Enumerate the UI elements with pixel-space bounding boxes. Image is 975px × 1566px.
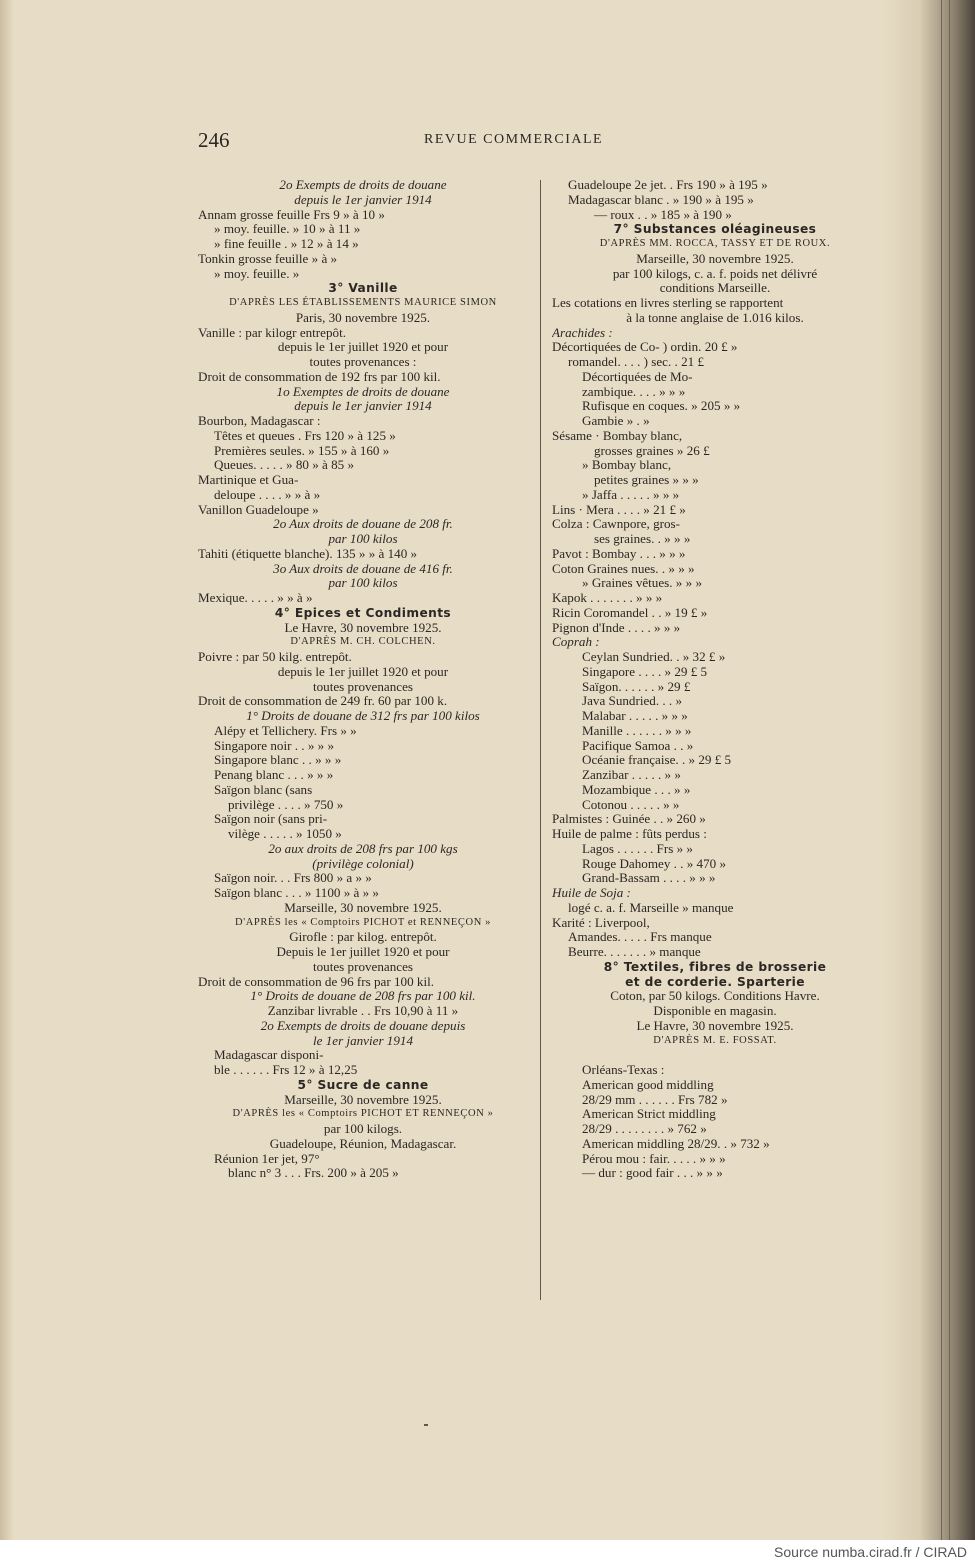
- text-line: Pavot : Bombay . . . » » »: [552, 546, 686, 561]
- text-line: Disponible en magasin.: [653, 1004, 777, 1018]
- running-head: [198, 128, 638, 154]
- text-line: Singapore . . . . » 29 £ 5: [582, 664, 708, 679]
- text-line: Vanille : par kilogr entrepôt.: [198, 325, 346, 340]
- text-line: (privilège colonial): [312, 856, 414, 871]
- text-line: depuis le 1er janvier 1914: [294, 399, 432, 414]
- text-line: Décortiquées de Mo-: [582, 369, 693, 384]
- text-line: American good middling: [582, 1077, 714, 1092]
- text-line: — dur : good fair . . . » » »: [582, 1166, 723, 1181]
- text-line: par 100 kilos: [328, 576, 398, 591]
- text-line: 1o Exemptes de droits de douane: [276, 384, 450, 399]
- text-line: Lins · Mera . . . . » 21 £ »: [552, 502, 686, 517]
- text-line: Kapok . . . . . . . » » »: [552, 591, 663, 605]
- text-line: Marseille, 30 novembre 1925.: [284, 1092, 442, 1107]
- text-line: à la tonne anglaise de 1.016 kilos.: [626, 310, 804, 325]
- text-line: Tahiti (étiquette blanche). 135 » » à 140 »: [198, 546, 418, 561]
- text-line: Huile de palme : fûts perdus :: [552, 827, 707, 841]
- text-line: Mozambique . . . » »: [582, 782, 691, 797]
- text-line: — roux . . » 185 » à 190 »: [594, 207, 732, 222]
- text-line: Mexique. . . . . » » à »: [198, 591, 313, 605]
- text-line: 28/29 mm . . . . . . Frs 782 »: [582, 1092, 728, 1107]
- text-line: toutes provenances: [313, 679, 413, 694]
- text-line: D'APRÈS MM. ROCCA, TASSY ET DE ROUX.: [599, 238, 831, 249]
- page-edge-shadow: [883, 0, 975, 1540]
- text-line: » moy. feuille. » 10 » à 11 »: [214, 222, 361, 237]
- text-line: D'APRÈS M. CH. COLCHEN.: [290, 636, 436, 648]
- source-credit: Source numba.cirad.fr / CIRAD: [774, 1544, 967, 1560]
- text-line: petites graines » » »: [594, 473, 699, 487]
- text-line: Madagascar disponi-: [214, 1048, 324, 1063]
- section-heading: 7° Substances oléagineuses: [613, 222, 817, 237]
- text-line: grosses graines » 26 £: [594, 443, 710, 458]
- text-line: Manille . . . . . . » » »: [582, 723, 692, 738]
- text-line: privilège . . . . » 750 »: [228, 797, 344, 812]
- text-line: D'APRÈS M. E. FOSSAT.: [653, 1034, 777, 1046]
- text-line: Marseille, 30 novembre 1925.: [636, 251, 794, 266]
- text-line: D'APRÈS LES ÉTABLISSEMENTS MAURICE SIMON: [229, 297, 497, 308]
- text-line: » Graines vêtues. » » »: [582, 576, 702, 591]
- text-line: depuis le 1er juillet 1920 et pour: [277, 664, 449, 679]
- text-line: Colza : Cawnpore, gros-: [552, 517, 680, 532]
- text-line: toutes provenances :: [309, 355, 417, 369]
- text-line: Droit de consommation de 249 fr. 60 par 100 k.: [198, 694, 448, 709]
- text-line: par 100 kilos: [328, 532, 398, 546]
- text-line: 3o Aux droits de douane de 416 fr.: [273, 561, 453, 576]
- text-line: Premières seules. » 155 » à 160 »: [214, 443, 390, 458]
- text-line: Madagascar blanc . » 190 » à 195 »: [568, 192, 754, 207]
- text-line: ble . . . . . . Frs 12 » à 12,25: [214, 1063, 358, 1077]
- text-line: 2o aux droits de 208 frs par 100 kgs: [268, 841, 458, 856]
- text-line: Malabar . . . . . » » »: [582, 709, 688, 723]
- text-line: 2o Aux droits de douane de 208 fr.: [273, 517, 453, 532]
- text-line: Vanillon Guadeloupe »: [198, 502, 319, 517]
- section-heading: 8° Textiles, fibres de brosserie: [603, 959, 827, 974]
- text-line: Rouge Dahomey . . » 470 »: [582, 856, 727, 871]
- text-line: Amandes. . . . . Frs manque: [568, 930, 712, 945]
- text-line: toutes provenances: [313, 959, 413, 974]
- text-line: Tonkin grosse feuille » à »: [198, 251, 338, 266]
- text-line: Zanzibar . . . . . » »: [582, 768, 681, 782]
- text-line: Karité : Liverpool,: [552, 915, 650, 930]
- right-column: [552, 178, 878, 1181]
- text-line: D'APRÈS les « Comptoirs PICHOT et RENNEÇON »: [235, 916, 491, 928]
- text-line: » Bombay blanc,: [582, 458, 672, 473]
- text-line: Alépy et Tellichery. Frs » »: [214, 723, 357, 738]
- text-line: Zanzibar livrable . . Frs 10,90 à 11 »: [267, 1004, 459, 1018]
- text-line: Océanie française. . » 29 £ 5: [582, 753, 732, 768]
- ink-mark: [424, 1424, 428, 1426]
- text-line: Saïgon noir. . . Frs 800 » a » »: [214, 871, 372, 886]
- text-line: Le Havre, 30 novembre 1925.: [284, 620, 442, 635]
- text-line: Girofle : par kilog. entrepôt.: [289, 930, 437, 945]
- text-line: Depuis le 1er juillet 1920 et pour: [276, 945, 450, 959]
- text-line: Saïgon noir (sans pri-: [214, 812, 328, 827]
- text-line: logé c. a. f. Marseille » manque: [568, 900, 734, 915]
- text-line: » fine feuille . » 12 » à 14 »: [214, 237, 359, 251]
- text-line: le 1er janvier 1914: [313, 1033, 413, 1048]
- text-line: par 100 kilogs.: [323, 1122, 403, 1136]
- text-line: par 100 kilogs, c. a. f. poids net délivré: [612, 266, 818, 281]
- text-line: Les cotations en livres sterling se rapportent: [552, 296, 784, 310]
- text-line: [552, 1048, 878, 1063]
- text-line: Bourbon, Madagascar :: [198, 414, 321, 428]
- text-line: Huile de Soja :: [552, 886, 631, 900]
- section-heading: 5° Sucre de canne: [297, 1077, 429, 1092]
- text-line: Coton Graines nues. . » » »: [552, 561, 695, 576]
- section-heading: 3° Vanille: [328, 281, 398, 296]
- text-line: » moy. feuille. »: [214, 266, 300, 281]
- text-line: depuis le 1er janvier 1914: [294, 192, 432, 207]
- text-line: Le Havre, 30 novembre 1925.: [636, 1018, 794, 1033]
- section-heading: 4° Epices et Condiments: [274, 605, 452, 620]
- text-line: Réunion 1er jet, 97°: [214, 1151, 320, 1166]
- text-line: Pignon d'Inde . . . . » » »: [552, 620, 681, 635]
- text-line: Guadeloupe, Réunion, Madagascar.: [269, 1136, 457, 1151]
- column-rule: [540, 180, 541, 1300]
- text-line: Saïgon blanc . . . » 1100 » à » »: [214, 886, 379, 900]
- text-line: Poivre : par 50 kilg. entrepôt.: [198, 650, 352, 664]
- text-line: Droit de consommation de 96 frs par 100 kil.: [198, 974, 435, 989]
- text-line: Ricin Coromandel . . » 19 £ »: [552, 605, 708, 620]
- text-line: blanc n° 3 . . . Frs. 200 » à 205 »: [228, 1166, 399, 1181]
- text-line: zambique. . . . » » »: [582, 384, 686, 399]
- text-line: romandel. . . . ) sec. . 21 £: [568, 355, 704, 369]
- text-line: conditions Marseille.: [659, 281, 771, 296]
- text-line: Rufisque en coques. » 205 » »: [582, 399, 741, 414]
- text-line: Beurre. . . . . . . » manque: [568, 945, 701, 959]
- text-line: depuis le 1er juillet 1920 et pour: [277, 340, 449, 355]
- text-line: Marseille, 30 novembre 1925.: [284, 900, 442, 915]
- text-line: Martinique et Gua-: [198, 473, 299, 487]
- text-line: Palmistes : Guinée . . » 260 »: [552, 812, 706, 827]
- text-line: Coprah :: [552, 635, 600, 650]
- section-heading: et de corderie. Sparterie: [625, 974, 805, 989]
- text-line: Ceylan Sundried. . » 32 £ »: [582, 650, 726, 664]
- text-line: Cotonou . . . . . » »: [582, 797, 680, 812]
- text-line: ses graines. . » » »: [594, 532, 691, 546]
- text-line: American Strict middling: [582, 1107, 716, 1122]
- text-line: Saïgon blanc (sans: [214, 782, 313, 797]
- text-line: Java Sundried. . . »: [582, 694, 683, 709]
- text-line: Singapore blanc . . » » »: [214, 753, 342, 768]
- text-line: Singapore noir . . » » »: [214, 738, 335, 753]
- text-line: American middling 28/29. . » 732 »: [582, 1136, 770, 1151]
- text-line: 1° Droits de douane de 208 frs par 100 kil.: [250, 989, 476, 1004]
- edge-line: [941, 0, 942, 1540]
- text-line: Penang blanc . . . » » »: [214, 768, 334, 782]
- text-line: Décortiquées de Co- ) ordin. 20 £ »: [552, 340, 738, 355]
- text-line: Annam grosse feuille Frs 9 » à 10 »: [198, 207, 385, 222]
- text-line: 28/29 . . . . . . . . » 762 »: [582, 1122, 707, 1136]
- left-column: [198, 178, 528, 1181]
- edge-line: [949, 0, 950, 1540]
- text-line: Têtes et queues . Frs 120 » à 125 »: [214, 428, 396, 443]
- text-line: deloupe . . . . » » à »: [214, 487, 321, 502]
- page-number: 246: [198, 128, 230, 152]
- text-line: 2o Exempts de droits de douane depuis: [260, 1018, 466, 1033]
- text-line: Paris, 30 novembre 1925.: [295, 310, 431, 325]
- text-line: Grand-Bassam . . . . » » »: [582, 871, 716, 886]
- text-line: Guadeloupe 2e jet. . Frs 190 » à 195 »: [568, 178, 768, 192]
- text-line: Gambie » . »: [582, 414, 650, 428]
- text-line: Arachides :: [552, 325, 613, 340]
- text-line: Droit de consommation de 192 frs par 100 kil.: [198, 369, 441, 384]
- running-title: REVUE COMMERCIALE: [424, 132, 604, 147]
- text-line: D'APRÈS les « Comptoirs PICHOT ET RENNEÇON »: [232, 1108, 494, 1120]
- text-line: Pacifique Samoa . . »: [582, 738, 694, 753]
- text-line: » Jaffa . . . . . » » »: [582, 487, 680, 502]
- text-line: 2o Exempts de droits de douane: [279, 178, 447, 192]
- text-line: Coton, par 50 kilogs. Conditions Havre.: [610, 989, 820, 1004]
- text-line: vilège . . . . . » 1050 »: [228, 827, 342, 841]
- text-line: Queues. . . . . » 80 » à 85 »: [214, 458, 355, 473]
- text-line: Pérou mou : fair. . . . . » » »: [582, 1151, 726, 1166]
- text-line: 1° Droits de douane de 312 frs par 100 kilos: [246, 709, 480, 723]
- text-line: Lagos . . . . . . Frs » »: [582, 841, 693, 856]
- page-spine-shadow: [0, 0, 14, 1540]
- text-line: Sésame · Bombay blanc,: [552, 428, 683, 443]
- text-line: Saïgon. . . . . . » 29 £: [582, 679, 691, 694]
- text-line: Orléans-Texas :: [582, 1063, 665, 1077]
